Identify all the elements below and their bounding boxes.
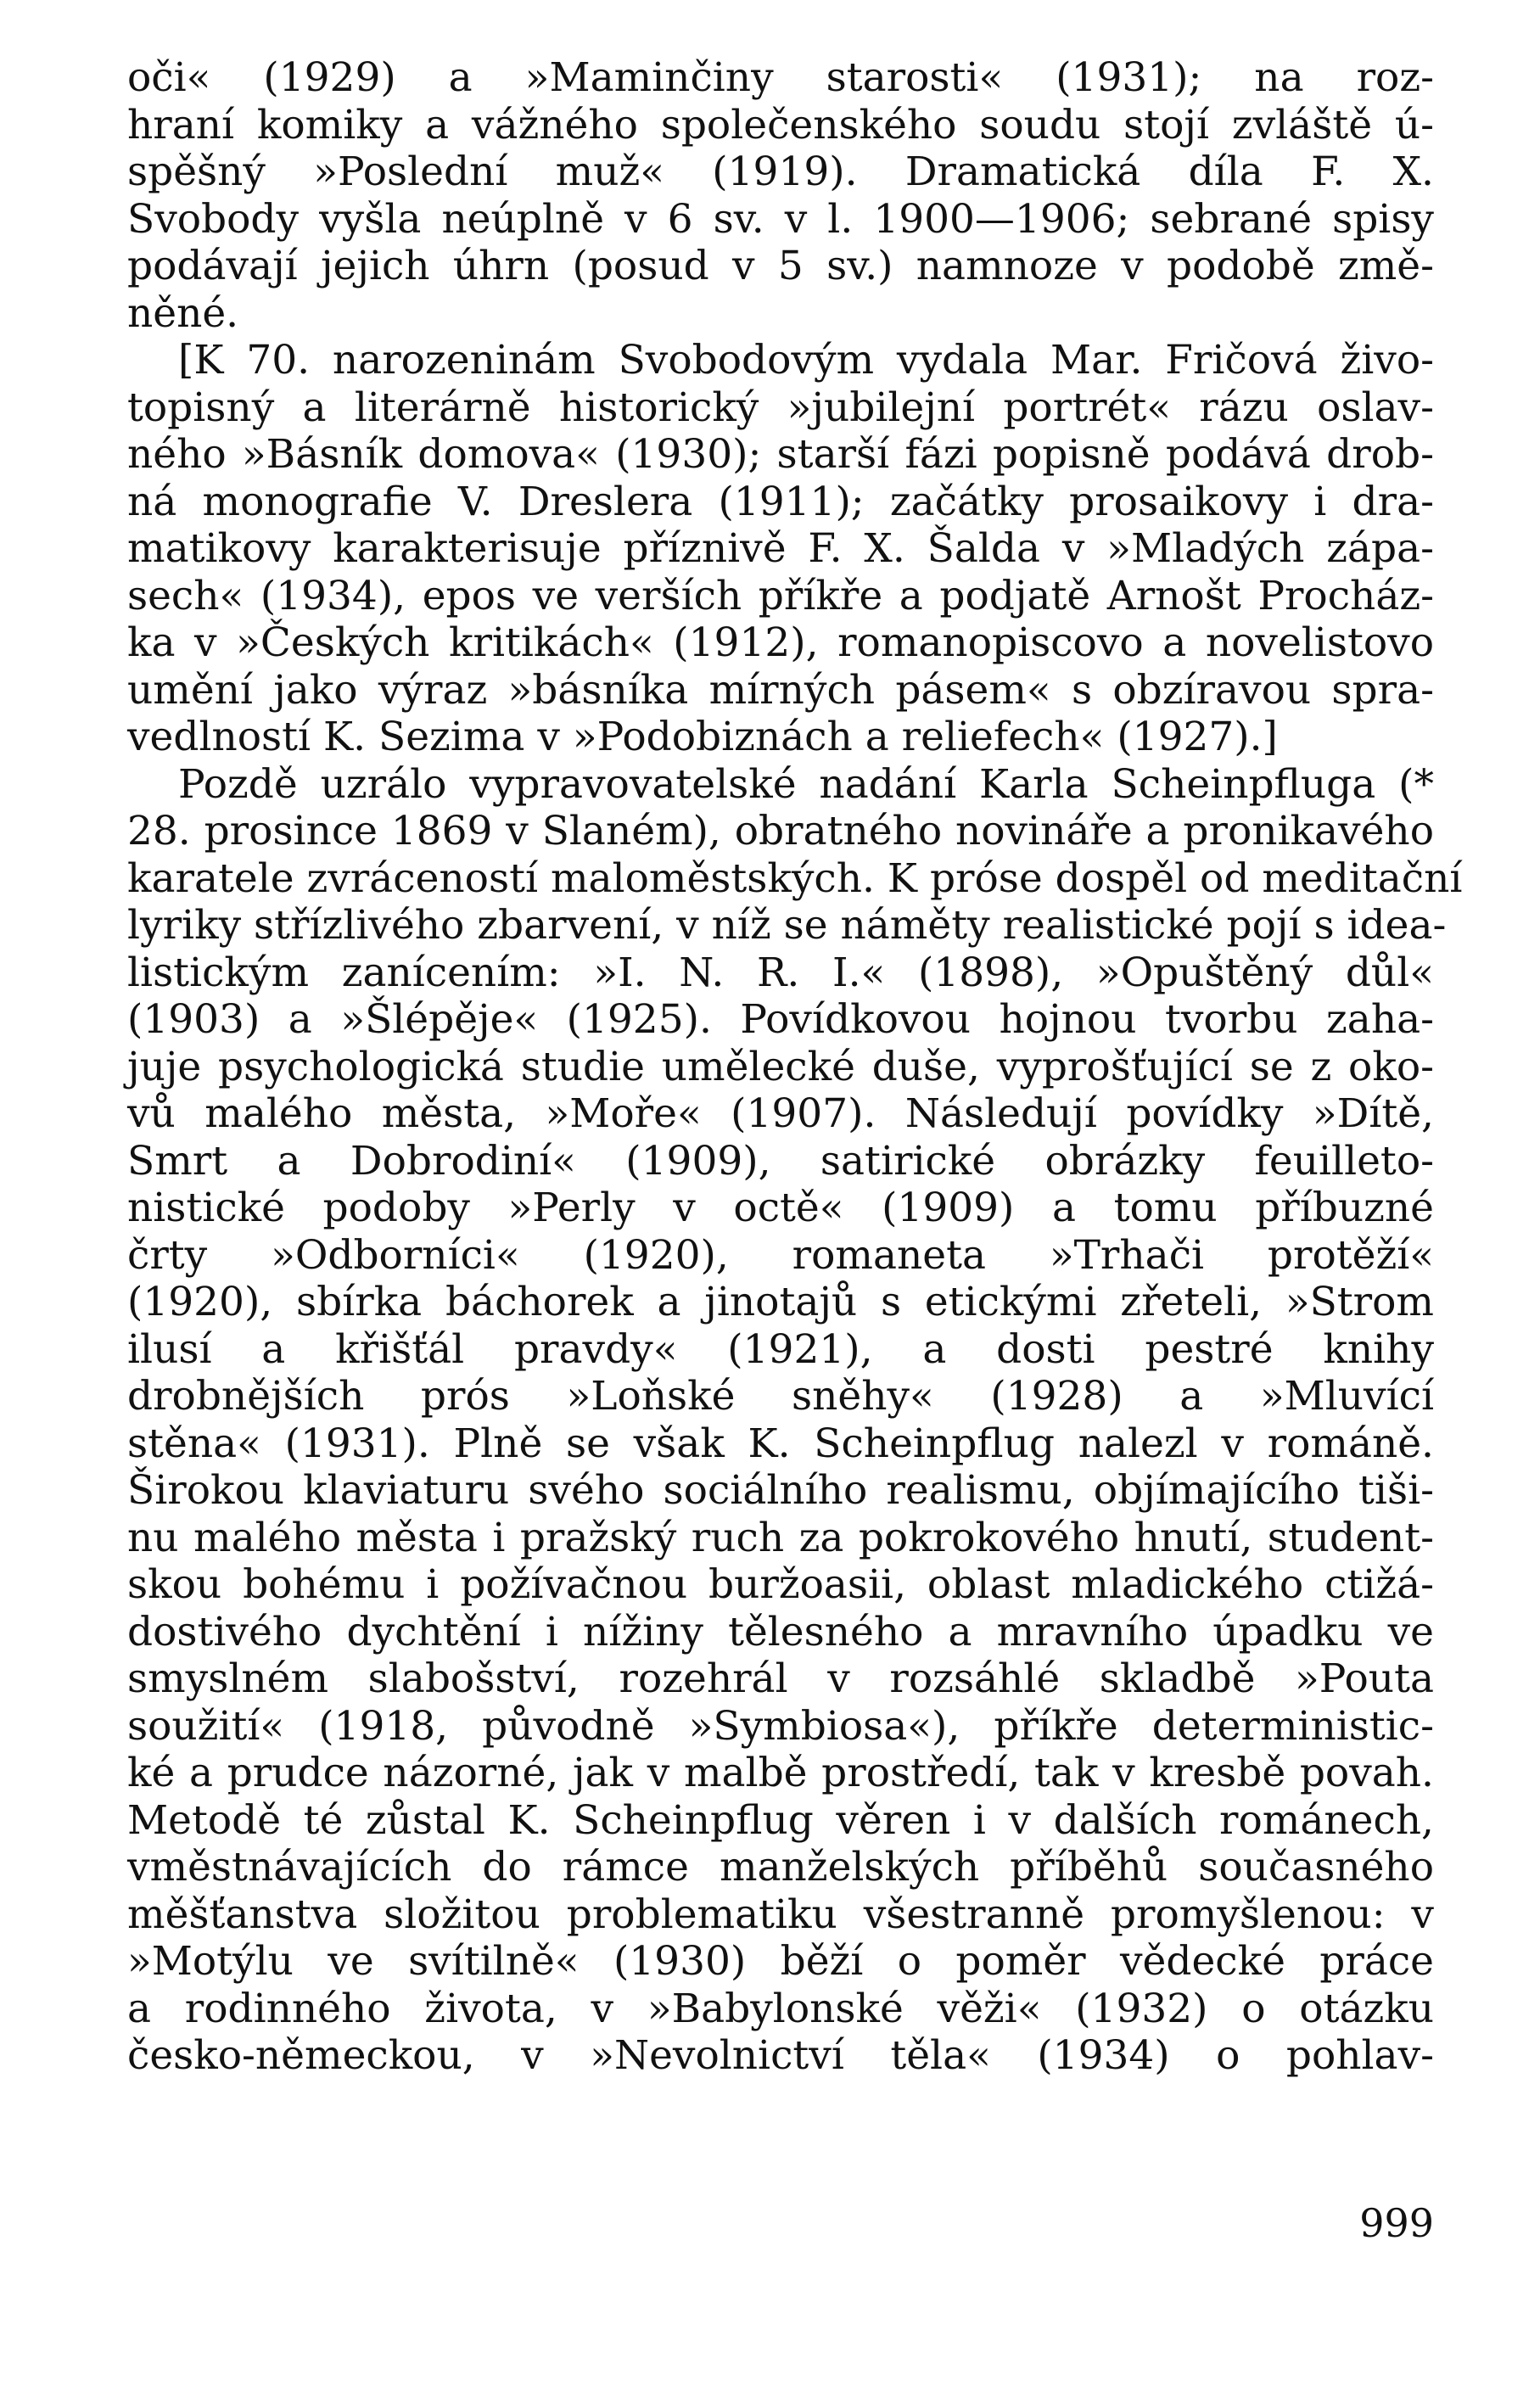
text-line: Pozdě uzrálo vypravovatelské nadání Karla Scheinpfluga (*: [178, 760, 1434, 808]
text-line: nu malého města i pražský ruch za pokrokového hnutí, student-: [127, 1514, 1434, 1561]
text-line: juje psychologická studie umělecké duše, vyprošťující se z oko-: [127, 1043, 1434, 1090]
text-line: drobnějších prós »Loňské sněhy« (1928) a »Mluvící: [127, 1373, 1434, 1420]
text-line: stěna« (1931). Plně se však K. Scheinpflug nalezl v románě.: [127, 1420, 1434, 1467]
text-line: »Motýlu ve svítilně« (1930) běží o poměr vědecké práce: [127, 1938, 1434, 1985]
text-line: nistické podoby »Perly v octě« (1909) a tomu příbuzné: [127, 1185, 1434, 1231]
text-line: črty »Odborníci« (1920), romaneta »Trhači protěží«: [127, 1231, 1434, 1279]
page-body-text: [127, 54, 1463, 2080]
text-line: hraní komiky a vážného společenského soudu stojí zvláště ú-: [127, 101, 1434, 148]
text-line: měšťanstva složitou problematiku všestranně promyšlenou: v: [127, 1890, 1434, 1938]
text-line: Svobody vyšla neúplně v 6 sv. v l. 1900—1906; sebrané spisy: [127, 195, 1434, 243]
text-line: ného »Básník domova« (1930); starší fázi popisně podává drob-: [127, 431, 1434, 478]
text-line: ilusí a křišťál pravdy« (1921), a dosti pestré knihy: [127, 1325, 1434, 1373]
text-line: ná monografie V. Dreslera (1911); začátky prosaikovy i dra-: [127, 478, 1434, 525]
text-line: oči« (1929) a »Maminčiny starosti« (1931); na roz-: [127, 54, 1434, 101]
text-line: skou bohému i požívačnou buržoasii, oblast mladického ctižá-: [127, 1561, 1434, 1608]
text-line: a rodinného života, v »Babylonské věži« (1932) o otázku: [127, 1985, 1434, 2032]
page-number: 999: [1359, 2200, 1434, 2246]
text-line: ka v »Českých kritikách« (1912), romanopiscovo a novelistovo: [127, 619, 1434, 666]
text-line: karatele zvráceností maloměstských. K próse dospěl od meditační: [127, 854, 1463, 902]
text-line: 28. prosince 1869 v Slaném), obratného novináře a pronikavého: [127, 808, 1434, 854]
text-line: ké a prudce názorné, jak v malbě prostředí, tak v kresbě povah.: [127, 1750, 1434, 1796]
text-line: soužití« (1918, původně »Symbiosa«), příkře deterministic-: [127, 1702, 1434, 1750]
text-line: Metodě té zůstal K. Scheinpflug věren i v dalších románech,: [127, 1796, 1434, 1844]
text-line: vměstnávajících do rámce manželských příběhů současného: [127, 1844, 1434, 1890]
text-line: listickým zanícením: »I. N. R. I.« (1898), »Opuštěný důl«: [127, 949, 1434, 996]
text-line: vedlností K. Sezima v »Podobiznách a reliefech« (1927).]: [127, 714, 1278, 760]
text-line: Smrt a Dobrodiní« (1909), satirické obrázky feuilleto-: [127, 1137, 1434, 1185]
text-line: (1920), sbírka báchorek a jinotajů s etickými zřeteli, »Strom: [127, 1279, 1434, 1325]
text-line: sech« (1934), epos ve verších příkře a podjatě Arnošt Procház-: [127, 572, 1434, 619]
text-line: podávají jejich úhrn (posud v 5 sv.) namnoze v podobě změ-: [127, 243, 1434, 289]
text-line: Širokou klaviaturu svého sociálního realismu, objímajícího tiši-: [127, 1467, 1434, 1514]
text-line: česko-německou, v »Nevolnictví těla« (1934) o pohlav-: [127, 2032, 1434, 2079]
text-line: vů malého města, »Moře« (1907). Následují povídky »Dítě,: [127, 1090, 1434, 1137]
text-line: dostivého dychtění i nížiny tělesného a mravního úpadku ve: [127, 1608, 1434, 1655]
text-line: lyriky střízlivého zbarvení, v níž se náměty realistické pojí s idea-: [127, 902, 1447, 949]
text-line: něné.: [127, 289, 239, 337]
text-line: [K 70. narozeninám Svobodovým vydala Mar. Fričová živo-: [178, 337, 1434, 384]
text-line: (1903) a »Šlépěje« (1925). Povídkovou hojnou tvorbu zaha-: [127, 996, 1434, 1043]
text-line: topisný a literárně historický »jubilejní portrét« rázu oslav-: [127, 384, 1434, 431]
text-line: smyslném slabošství, rozehrál v rozsáhlé skladbě »Pouta: [127, 1655, 1434, 1702]
text-line: umění jako výraz »básníka mírných pásem« s obzíravou spra-: [127, 666, 1434, 714]
text-line: spěšný »Poslední muž« (1919). Dramatická díla F. X.: [127, 148, 1434, 195]
text-line: matikovy karakterisuje příznivě F. X. Šalda v »Mladých zápa-: [127, 525, 1434, 572]
